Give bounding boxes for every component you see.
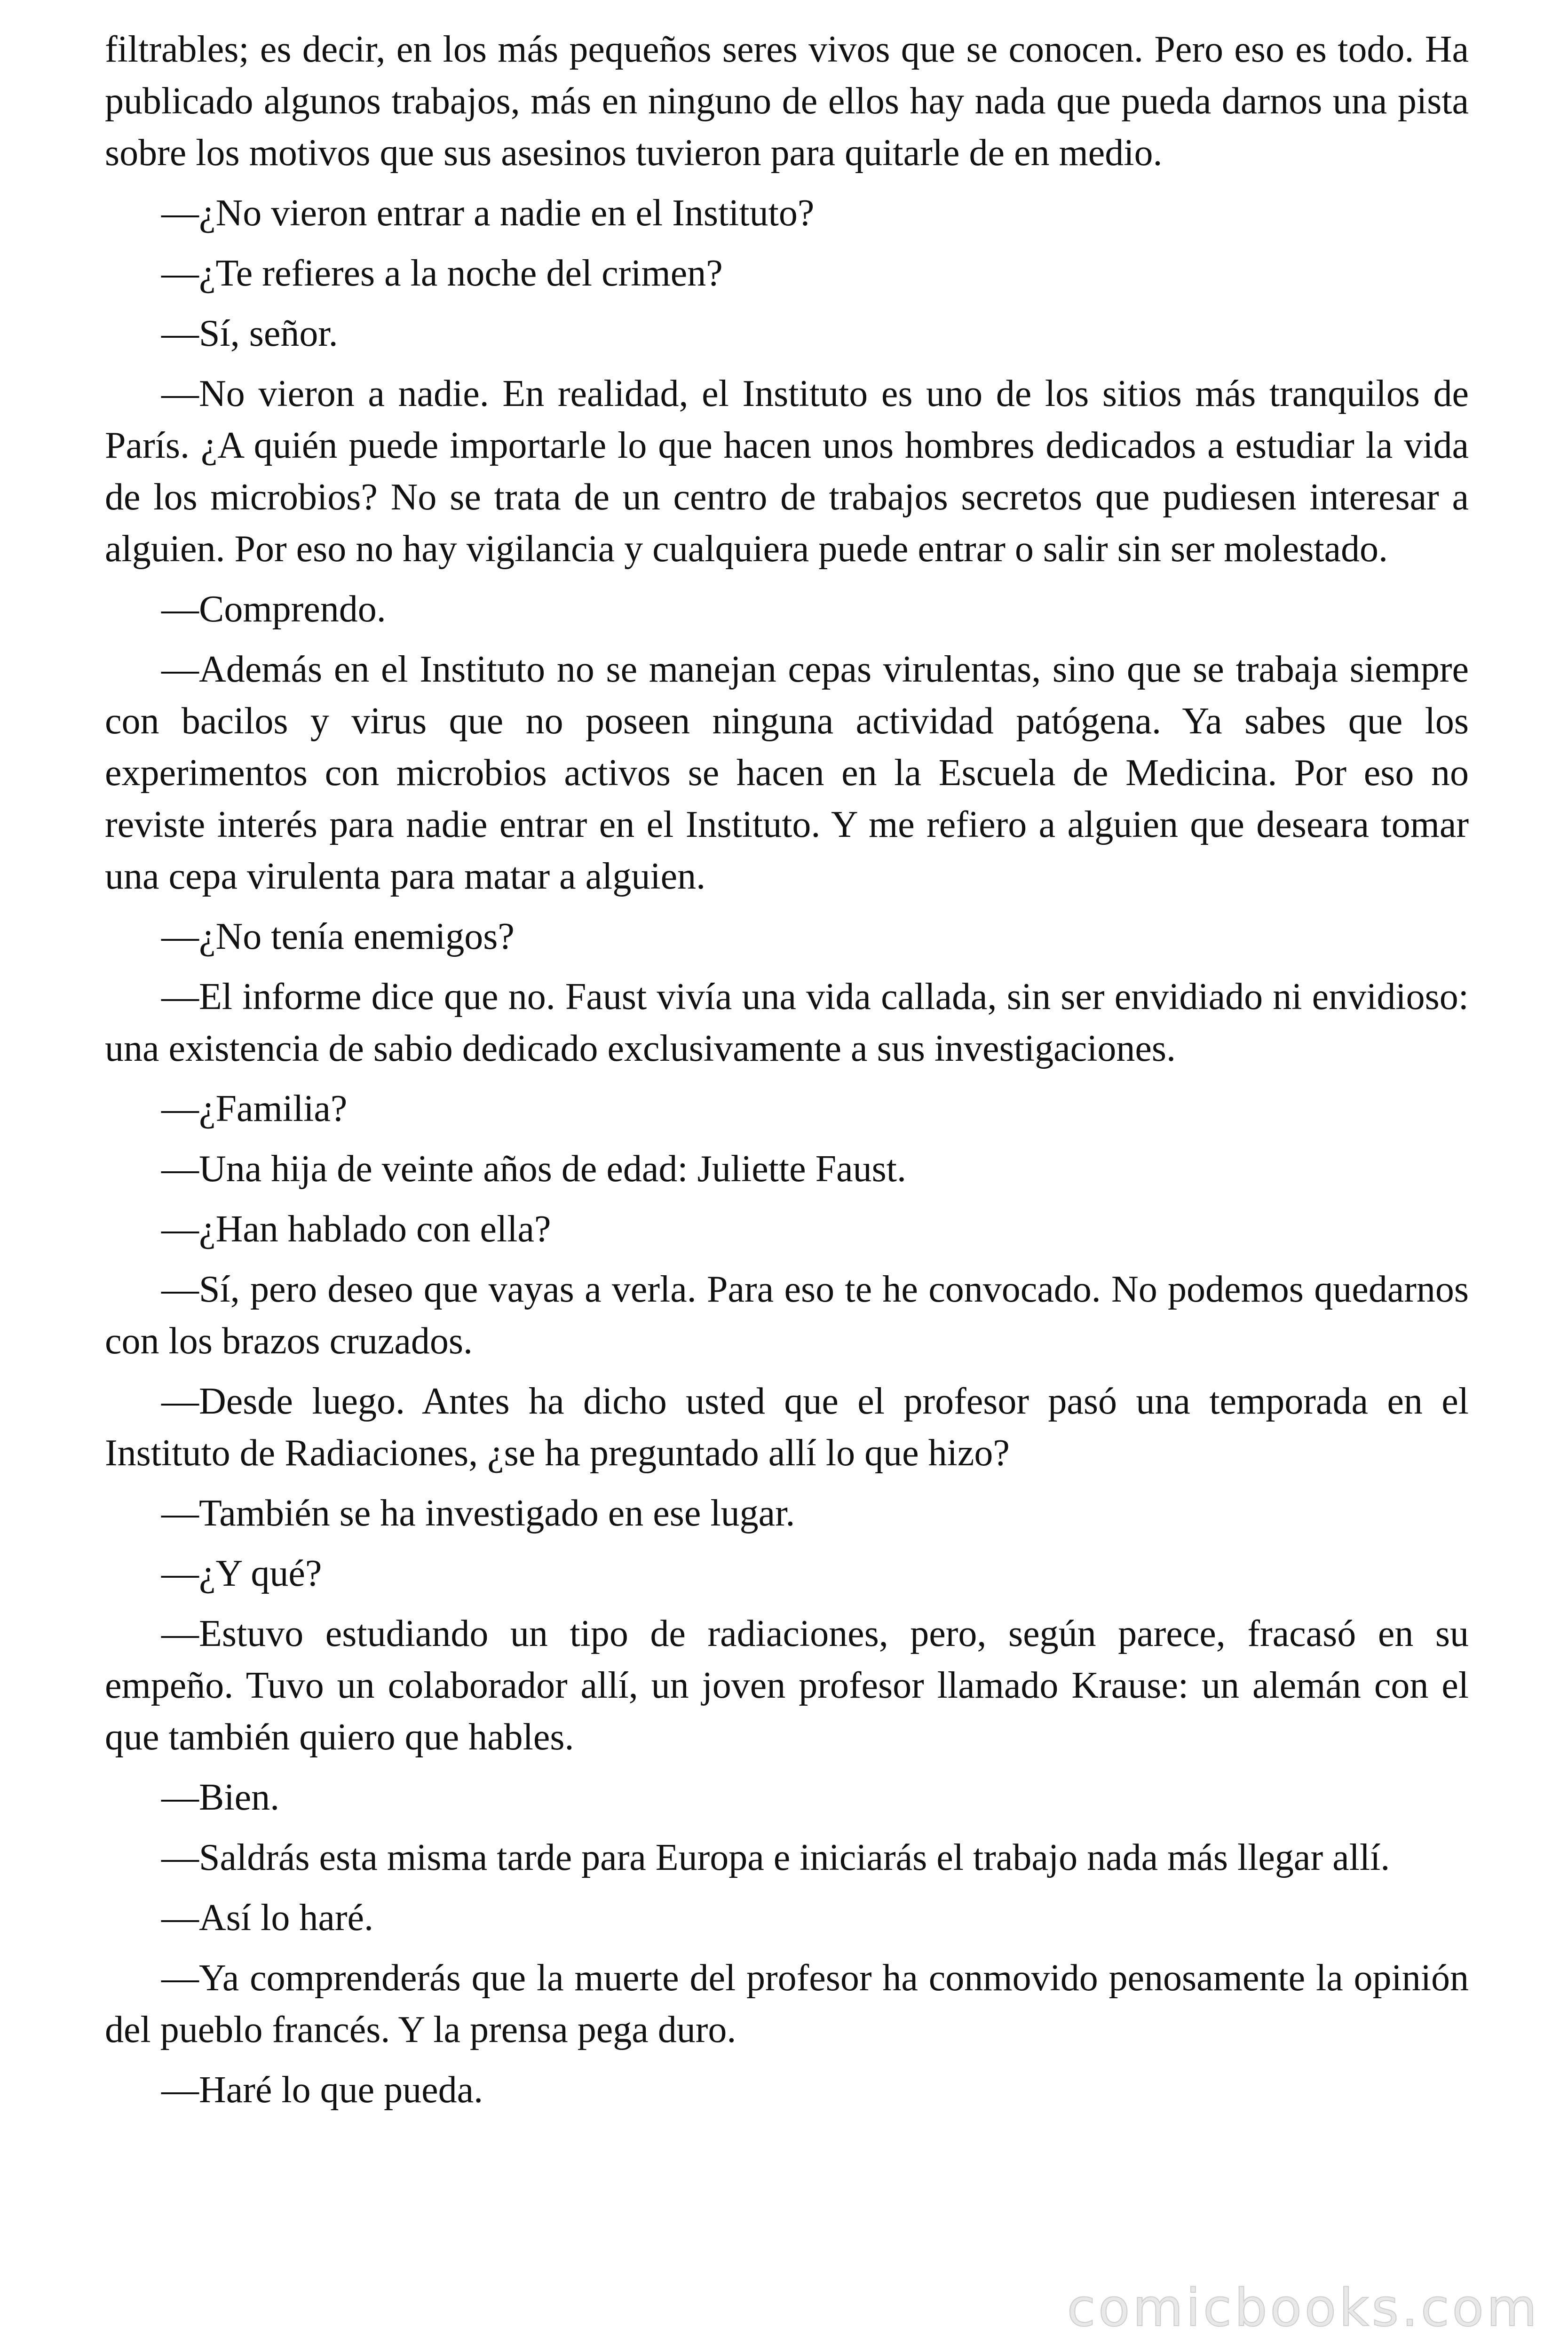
dialogue-line: —¿Te refieres a la noche del crimen? xyxy=(161,253,723,294)
dialogue-line: —Sí, pero deseo que vayas a verla. Para eso te he convocado. No podemos quedarnos con los brazos cruzados. xyxy=(105,1269,1469,1362)
paragraph: filtrables; es decir, en los más pequeños seres vivos que se conocen. Pero eso es todo. Ha publicado algunos trabajos, más en ninguno de ellos hay nada que pueda darnos una pista sobre los motivos que sus asesinos tuvieron para quitarle de en medio. xyxy=(105,29,1469,174)
dialogue-line: —¿Familia? xyxy=(161,1088,348,1129)
dialogue-line: —No vieron a nadie. En realidad, el Instituto es uno de los sitios más tranquilos de París. ¿A quién puede importarle lo que hacen unos hombres dedicados a estudiar la vida de los microbios? No se trata de un centro de trabajos secretos que pudiesen interesar a alguien. Por eso no hay vigilancia y cualquiera puede entrar o salir sin ser molestado. xyxy=(105,373,1469,570)
dialogue-line: —¿Y qué? xyxy=(161,1553,322,1594)
dialogue-line: —El informe dice que no. Faust vivía una vida callada, sin ser envidiado ni envidioso: una existencia de sabio dedicado exclusivamente a sus investigaciones. xyxy=(105,976,1469,1069)
watermark-logo: comicbooks.com xyxy=(1067,2278,1540,2338)
dialogue-line: —Desde luego. Antes ha dicho usted que el profesor pasó una temporada en el Instituto de Radiaciones, ¿se ha preguntado allí lo que hizo? xyxy=(105,1381,1469,1474)
dialogue-line: —Sí, señor. xyxy=(161,313,338,354)
dialogue-line: —Además en el Instituto no se manejan cepas virulentas, sino que se trabaja siempre con bacilos y virus que no poseen ninguna actividad patógena. Ya sabes que los experimentos con microbios activos se hacen en la Escuela de Medicina. Por eso no reviste interés para nadie entrar en el Instituto. Y me refiero a alguien que deseara tomar una cepa virulenta para matar a alguien. xyxy=(105,649,1469,897)
page-body xyxy=(105,24,1469,2124)
dialogue-line: —Estuvo estudiando un tipo de radiaciones, pero, según parece, fracasó en su empeño. Tuvo un colaborador allí, un joven profesor llamado Krause: un alemán con el que también quiero que hables. xyxy=(105,1613,1469,1758)
dialogue-line: —Una hija de veinte años de edad: Juliette Faust. xyxy=(161,1148,907,1190)
dialogue-line: —También se ha investigado en ese lugar. xyxy=(161,1493,795,1534)
dialogue-line: —¿No tenía enemigos? xyxy=(161,916,515,957)
dialogue-line: —¿Han hablado con ella? xyxy=(161,1208,551,1250)
dialogue-line: —Comprendo. xyxy=(161,588,386,630)
dialogue-line: —Así lo haré. xyxy=(161,1897,374,1939)
dialogue-line: —Haré lo que pueda. xyxy=(161,2069,483,2111)
dialogue-line: —Ya comprenderás que la muerte del profesor ha conmovido penosamente la opinión del pueblo francés. Y la prensa pega duro. xyxy=(105,1957,1469,2050)
dialogue-line: —Saldrás esta misma tarde para Europa e iniciarás el trabajo nada más llegar allí. xyxy=(161,1837,1390,1878)
dialogue-line: —¿No vieron entrar a nadie en el Instituto? xyxy=(161,192,815,234)
dialogue-line: —Bien. xyxy=(161,1777,280,1818)
